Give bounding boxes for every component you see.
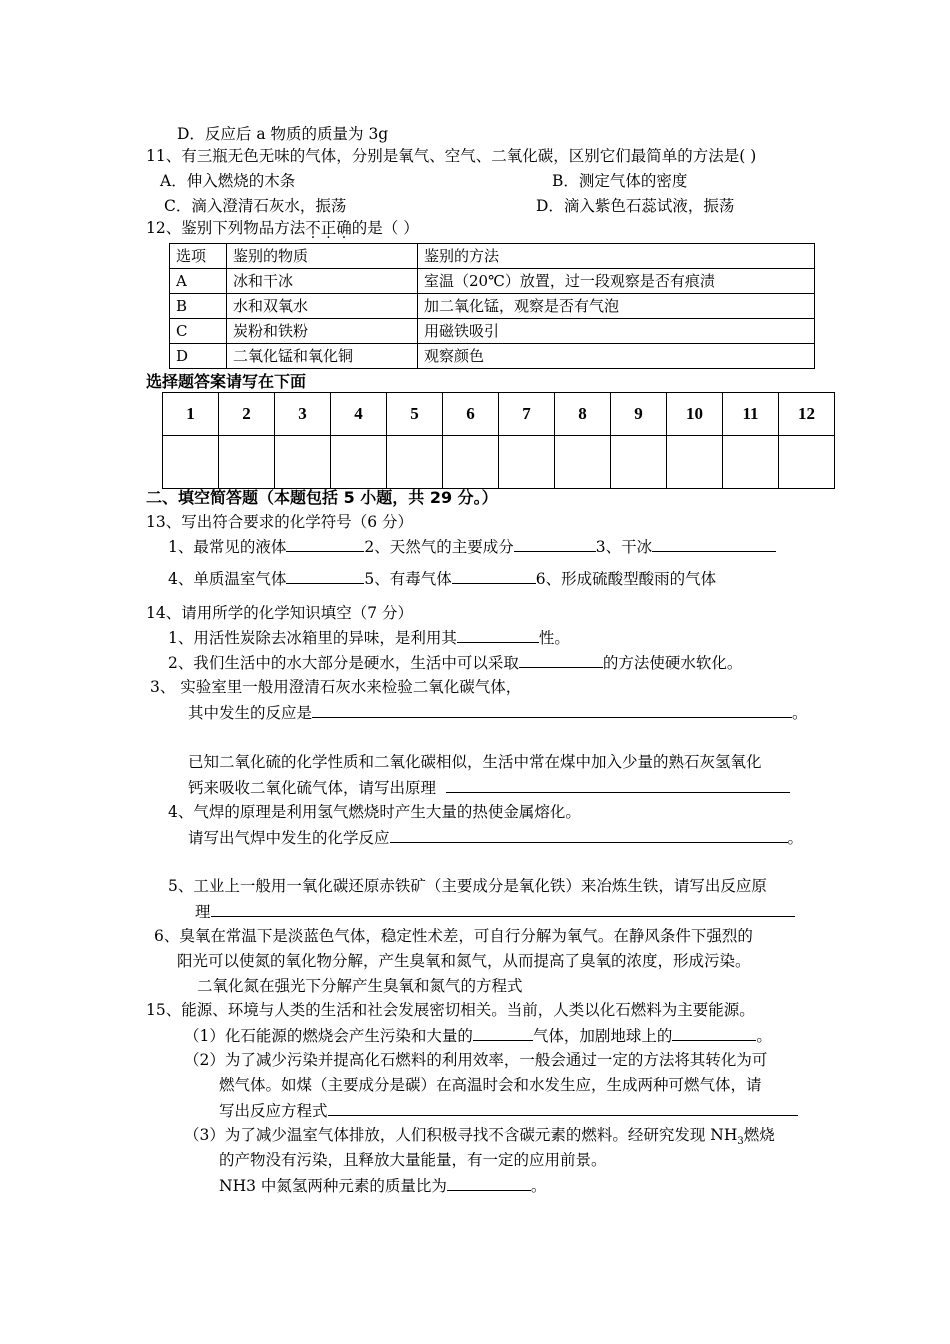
q14-p1-end: 性。	[538, 629, 570, 647]
table-cell: 水和双氧水	[227, 294, 418, 319]
q13-item-6: 6、形成硫酸型酸雨的气体	[535, 570, 717, 588]
answer-blank[interactable]	[473, 1025, 533, 1041]
q15-sub-3-line2: 的产物没有污染，且释放大量能量，有一定的应用前景。	[219, 1151, 607, 1169]
q15-s1-text: （1）化石能源的燃烧会产生污染和大量的	[184, 1027, 473, 1045]
q12-stem-before: 12、鉴别下列物品方法	[146, 219, 306, 237]
table-cell: D	[170, 344, 227, 369]
q11-option-b: B．测定气体的密度	[552, 172, 688, 190]
answer-table-title: 选择题答案请写在下面	[146, 372, 307, 391]
answer-blank[interactable]	[286, 568, 364, 584]
table-header-row	[170, 244, 815, 269]
table-cell: 炭粉和铁粉	[227, 319, 418, 344]
q11-stem: 11、有三瓶无色无味的气体，分别是氧气、空气、二氧化碳，区别它们最简单的方法是( )	[146, 147, 757, 165]
q14-part-1	[168, 627, 570, 648]
answer-number: 3	[275, 393, 331, 436]
q15-sub-1	[184, 1025, 772, 1046]
answer-number: 11	[723, 393, 779, 436]
table-header-cell: 鉴别的物质	[227, 244, 418, 269]
q14-p3-so2-prompt: 钙来吸收二氧化硫气体，请写出原理	[188, 779, 437, 797]
q14-part-6-line1: 6、臭氧在常温下是淡蓝色气体，稳定性术差，可自行分解为氧气。在静风条件下强烈的	[154, 927, 753, 945]
q14-part-5-line2	[195, 901, 795, 922]
answer-cell[interactable]	[331, 436, 387, 489]
q15-s3-text: （3）为了减少温室气体排放，人们积极寻找不含碳元素的燃料。经研究发现 NH	[184, 1126, 738, 1144]
q12-table	[169, 243, 815, 369]
q13-item-5: 5、有毒气体	[364, 570, 452, 588]
q10-option-d: D．反应后 a 物质的质量为 3g	[177, 125, 389, 143]
table-cell: A	[170, 269, 227, 294]
table-cell: 室温（20℃）放置，过一段观察是否有痕渍	[418, 269, 815, 294]
answer-cell[interactable]	[443, 436, 499, 489]
answer-number: 9	[611, 393, 667, 436]
answer-blank[interactable]	[211, 901, 795, 917]
q14-p2-text: 2、我们生活中的水大部分是硬水，生活中可以采取	[168, 654, 519, 672]
table-cell: B	[170, 294, 227, 319]
q14-part-4-intro: 4、气焊的原理是利用氢气燃烧时产生大量的热使金属熔化。	[168, 803, 581, 821]
answer-blank[interactable]	[447, 1175, 531, 1191]
answer-blank[interactable]	[457, 627, 539, 643]
q12-emph-2: 正	[320, 219, 337, 237]
answer-number: 8	[555, 393, 611, 436]
q12-emph-3: 确	[336, 219, 352, 237]
answer-number: 12	[779, 393, 835, 436]
answer-blank-row	[163, 436, 835, 489]
q15-s3-text2: 燃烧	[743, 1126, 775, 1144]
q15-s1-end: 。	[756, 1027, 772, 1045]
answer-blank[interactable]	[452, 568, 536, 584]
q15-s3-end: 。	[530, 1177, 547, 1195]
answer-number: 1	[163, 393, 219, 436]
answer-cell[interactable]	[555, 436, 611, 489]
answer-cell[interactable]	[723, 436, 779, 489]
answer-cell[interactable]	[163, 436, 219, 489]
q14-p3-end: 。	[792, 704, 808, 722]
q11-option-a: A．伸入燃烧的木条	[160, 172, 296, 190]
q13-stem: 13、写出符合要求的化学符号（6 分）	[146, 513, 414, 531]
answer-number: 7	[499, 393, 555, 436]
q12-stem	[146, 218, 419, 238]
answer-number-row	[163, 393, 835, 436]
table-header-cell: 选项	[170, 244, 227, 269]
answer-cell[interactable]	[667, 436, 723, 489]
q15-s3-subscript: 3	[737, 1136, 744, 1148]
table-cell: 二氧化锰和氧化铜	[227, 344, 418, 369]
q15-stem: 15、能源、环境与人类的生活和社会发展密切相关。当前，人类以化石燃料为主要能源。	[146, 1001, 755, 1019]
q15-sub-3-line1	[184, 1125, 775, 1152]
table-cell: 观察颜色	[418, 344, 815, 369]
q15-sub-2-line2: 燃气体。如煤（主要成分是碳）在高温时会和水发生应，生成两种可燃气体，请	[219, 1076, 762, 1094]
answer-blank[interactable]	[312, 702, 792, 718]
q13-item-2: 2、天然气的主要成分	[364, 538, 514, 556]
q11-option-c: C．滴入澄清石灰水，振荡	[164, 197, 347, 215]
answer-number: 6	[443, 393, 499, 436]
q14-part-2	[168, 652, 742, 673]
answer-blank[interactable]	[328, 1100, 798, 1116]
q15-s1-mid: 气体，加剧地球上的	[532, 1027, 673, 1045]
answer-cell[interactable]	[387, 436, 443, 489]
q14-part-5-line1: 5、工业上一般用一氧化碳还原赤铁矿（主要成分是氧化铁）来冶炼生铁，请写出反应原	[168, 877, 767, 895]
q13-item-3: 3、干冰	[595, 538, 653, 556]
table-row	[170, 319, 815, 344]
table-cell: C	[170, 319, 227, 344]
table-cell: 加二氧化锰，观察是否有气泡	[418, 294, 815, 319]
q13-line-2	[168, 568, 716, 589]
q15-s3-prompt: NH3 中氮氢两种元素的质量比为	[219, 1177, 447, 1195]
q12-stem-after: 的是（ ）	[351, 219, 419, 237]
answer-number: 10	[667, 393, 723, 436]
q14-p5-prompt: 理	[195, 903, 211, 921]
answer-blank[interactable]	[519, 652, 603, 668]
q13-item-1: 1、最常见的液体	[168, 538, 287, 556]
answer-blank[interactable]	[446, 777, 790, 793]
q14-stem: 14、请用所学的化学知识填空（7 分）	[146, 604, 414, 622]
table-header-cell: 鉴别的方法	[418, 244, 815, 269]
q15-s2-prompt: 写出反应方程式	[219, 1102, 328, 1120]
answer-cell[interactable]	[275, 436, 331, 489]
answer-cell[interactable]	[779, 436, 835, 489]
q15-sub-3-line3	[219, 1175, 546, 1196]
answer-blank[interactable]	[390, 827, 788, 843]
answer-cell[interactable]	[611, 436, 667, 489]
q12-emph-1: 不	[305, 219, 321, 237]
q14-p4-prompt: 请写出气焊中发生的化学反应	[188, 829, 390, 847]
answer-cell[interactable]	[499, 436, 555, 489]
q14-p3-prompt: 其中发生的反应是	[188, 704, 313, 722]
q15-sub-2-line1: （2）为了减少污染并提高化石燃料的利用效率，一般会通过一定的方法将其转化为可	[184, 1051, 768, 1069]
q13-line-1	[168, 536, 776, 557]
q14-part-3-so2-line2	[188, 777, 790, 798]
table-row	[170, 344, 815, 369]
answer-number: 5	[387, 393, 443, 436]
q13-item-4: 4、单质温室气体	[168, 570, 287, 588]
q14-p1-text: 1、用活性炭除去冰箱里的异味，是利用其	[168, 629, 457, 647]
q14-part-3-intro: 3、 实验室里一般用澄清石灰水来检验二氧化碳气体，	[150, 678, 522, 696]
table-cell: 冰和干冰	[227, 269, 418, 294]
q14-part-4-reaction	[188, 827, 803, 848]
answer-table	[162, 392, 835, 489]
answer-number: 2	[219, 393, 275, 436]
q14-part-6-line3: 二氧化氮在强光下分解产生臭氧和氮气的方程式	[197, 977, 523, 995]
q14-p4-end: 。	[787, 829, 804, 847]
table-cell: 用磁铁吸引	[418, 319, 815, 344]
q14-part-3-so2-line1: 已知二氧化硫的化学性质和二氧化碳相似，生活中常在煤中加入少量的熟石灰氢氧化	[188, 753, 762, 771]
table-row	[170, 269, 815, 294]
answer-blank[interactable]	[672, 1025, 756, 1041]
answer-cell[interactable]	[219, 436, 275, 489]
table-row	[170, 294, 815, 319]
q11-option-d: D．滴入紫色石蕊试液，振荡	[536, 197, 735, 215]
answer-number: 4	[331, 393, 387, 436]
q14-part-6-line2: 阳光可以使氮的氧化物分解，产生臭氧和氮气，从而提高了臭氧的浓度，形成污染。	[177, 952, 751, 970]
section-2-title: 二、填空简答题（本题包括 5 小题，共 29 分。）	[146, 488, 498, 507]
q15-sub-2-line3	[219, 1100, 798, 1121]
answer-blank[interactable]	[286, 536, 364, 552]
q14-part-3-reaction	[188, 702, 808, 723]
q14-p2-end: 的方法使硬水软化。	[602, 654, 743, 672]
answer-blank[interactable]	[514, 536, 596, 552]
answer-blank[interactable]	[652, 536, 776, 552]
